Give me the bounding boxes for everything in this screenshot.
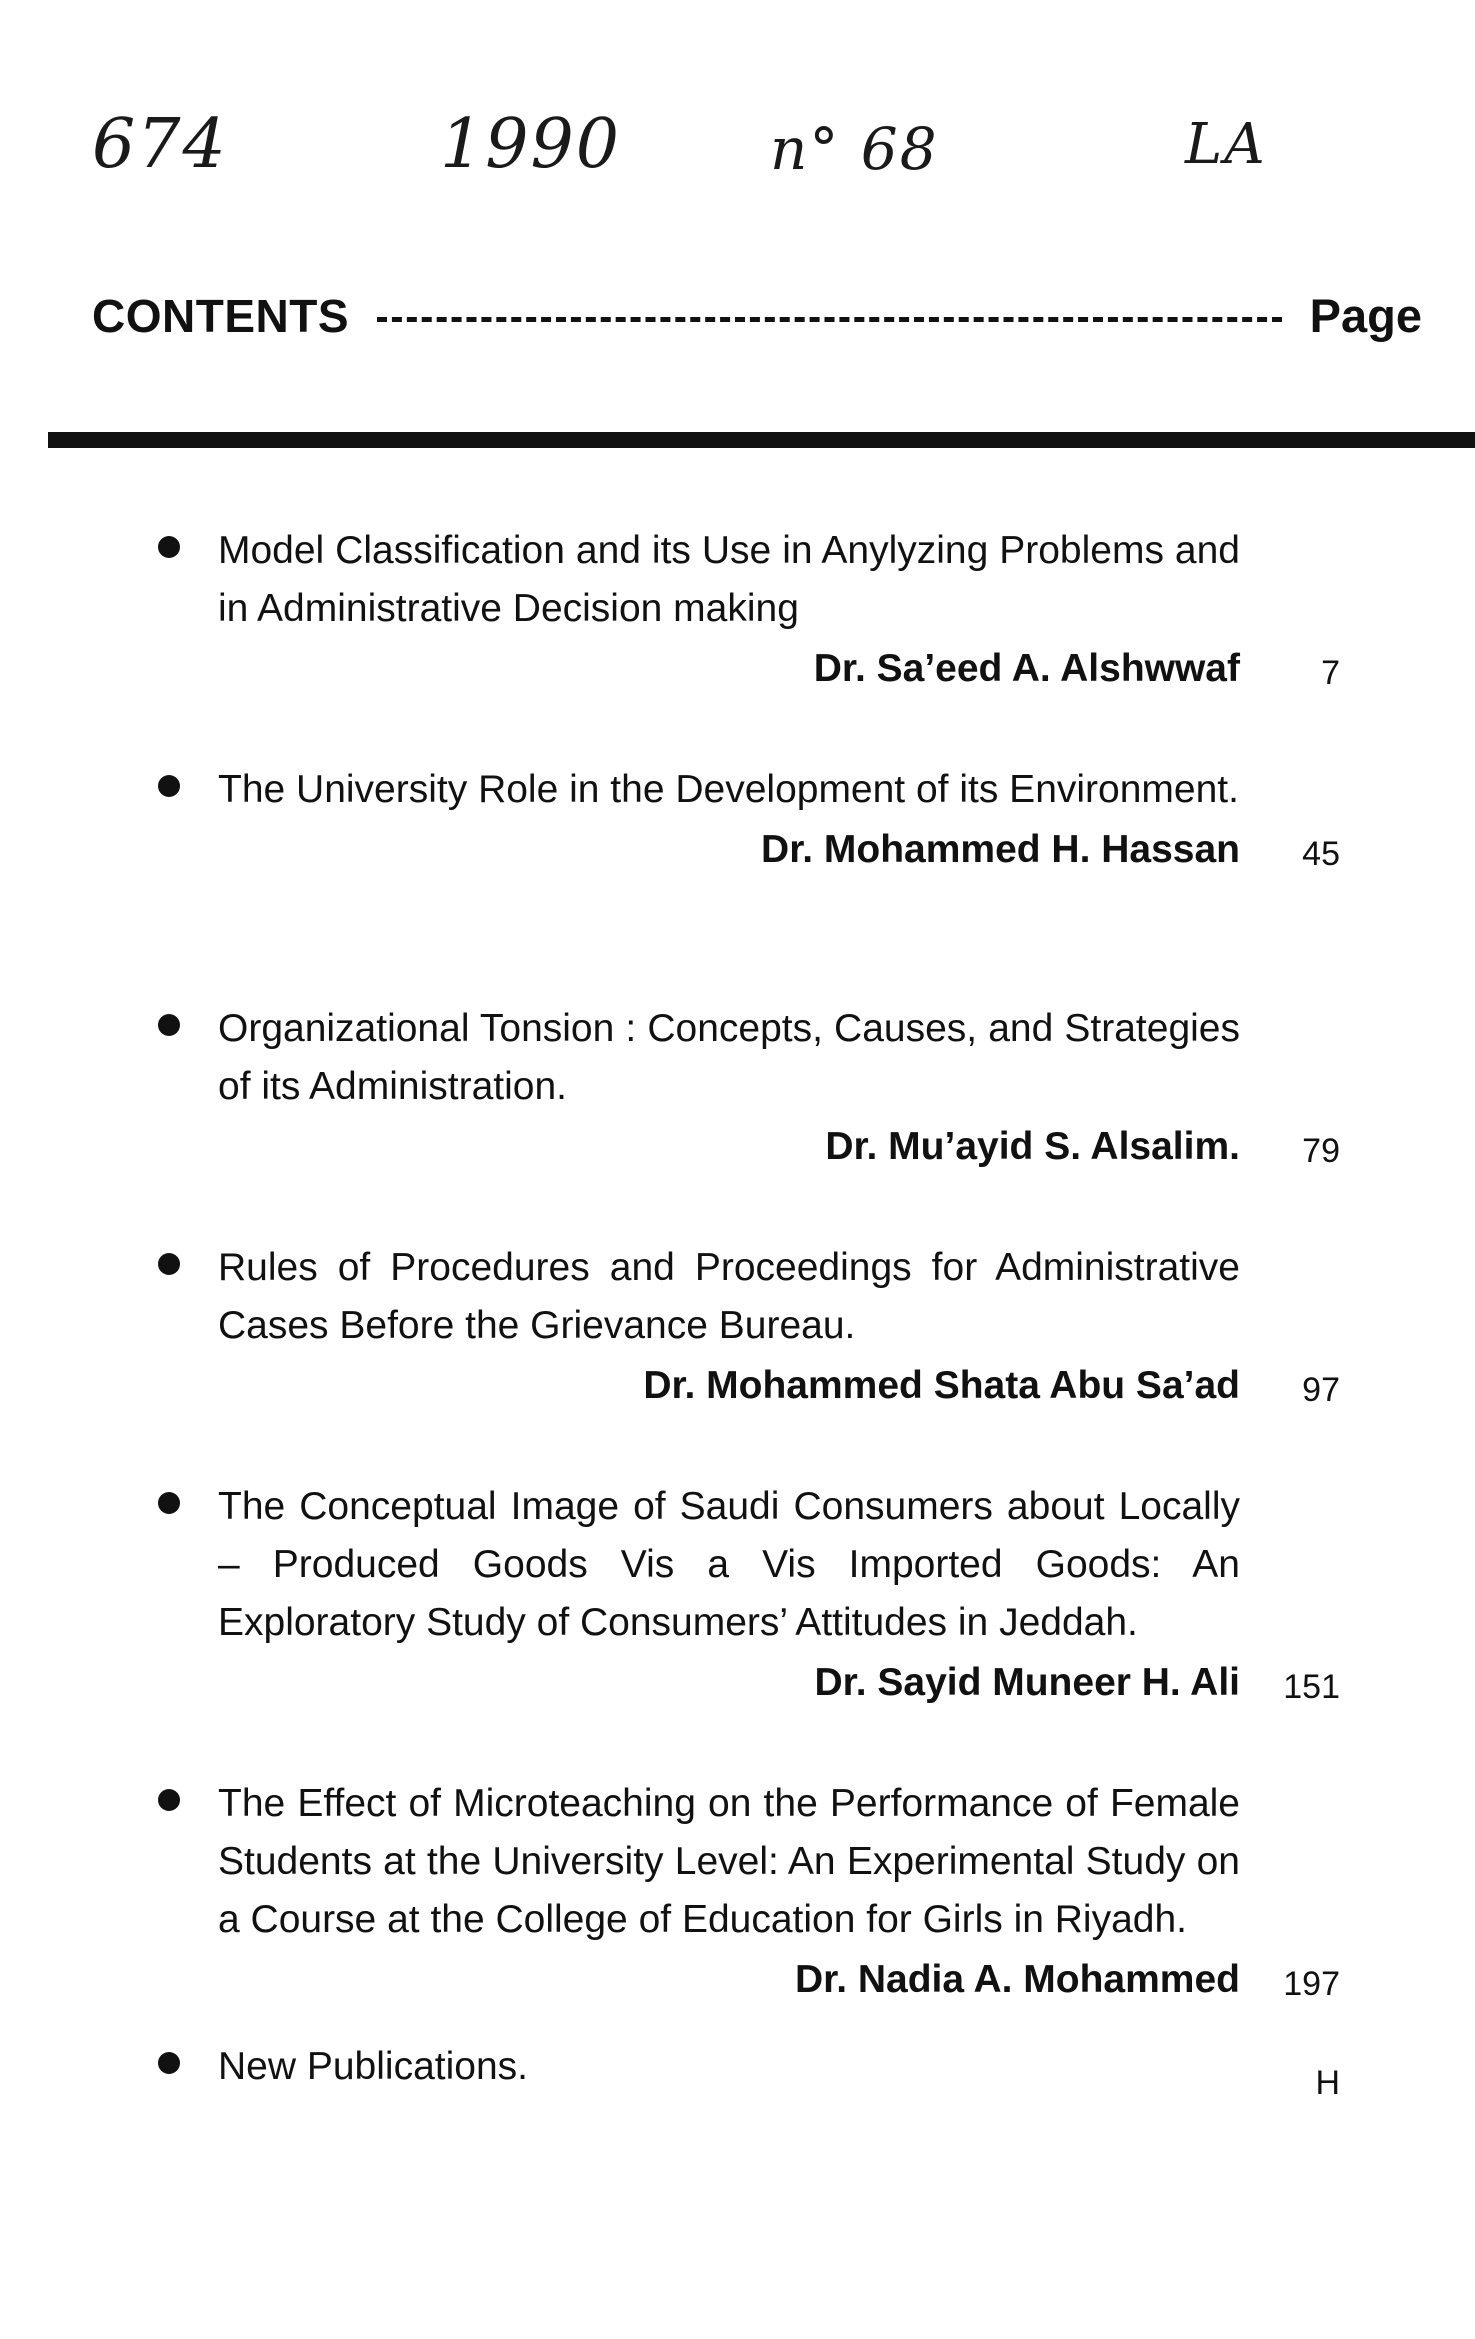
toc-entry[interactable] (160, 1239, 1360, 1417)
entry-title: Rules of Procedures and Proceedings for Administrative Cases Before the Grievance Bureau. (218, 1246, 1240, 1347)
toc-entry-new-publications[interactable] (160, 2038, 1360, 2102)
bullet-icon (158, 1014, 180, 1036)
header-divider (48, 432, 1475, 448)
bullet-icon (158, 2052, 180, 2074)
handwritten-note-issue: n° 68 (770, 115, 939, 183)
handwritten-note-year: 1990 (440, 105, 622, 184)
header-dashed-leader (377, 317, 1282, 322)
bullet-icon (158, 775, 180, 797)
entry-page-number: 197 (1283, 1965, 1340, 2003)
entry-author: Dr. Sayid Muneer H. Ali (814, 1661, 1240, 1704)
handwritten-note-code: 674 (92, 105, 228, 184)
contents-header (92, 288, 1422, 343)
bullet-icon (158, 536, 180, 558)
toc-entry[interactable] (160, 1775, 1360, 2011)
entry-author: Dr. Sa’eed A. Alshwwaf (813, 647, 1240, 690)
contents-title: CONTENTS (92, 289, 349, 342)
toc-entry[interactable] (160, 1000, 1360, 1178)
entry-author: Dr. Mohammed Shata Abu Sa’ad (643, 1364, 1240, 1407)
bullet-icon (158, 1492, 180, 1514)
entry-title: Model Classification and its Use in Anylyzing Problems and in Administrative Decision making (218, 529, 1240, 630)
bullet-icon (158, 1253, 180, 1275)
entry-page-number: 7 (1321, 654, 1340, 692)
entry-page-number: H (1315, 2064, 1340, 2102)
entry-page-number: 45 (1302, 835, 1340, 873)
toc-entry[interactable] (160, 761, 1360, 881)
toc-entry[interactable] (160, 522, 1360, 700)
entry-title: The University Role in the Development of its Environment. (218, 768, 1239, 811)
bullet-icon (158, 1789, 180, 1811)
entry-title: New Publications. (218, 2045, 528, 2088)
entry-title: The Effect of Microteaching on the Performance of Female Students at the University Level: An Experimental Study on a Course at the College of Education for Girls in Riyadh. (218, 1782, 1240, 1941)
entry-page-number: 97 (1302, 1371, 1340, 1409)
entry-author: Dr. Mohammed H. Hassan (761, 828, 1240, 871)
handwritten-note-initials: LA (1185, 112, 1267, 177)
entry-title: Organizational Tonsion : Concepts, Causes, and Strategies of its Administration. (218, 1007, 1240, 1108)
entry-title: The Conceptual Image of Saudi Consumers about Locally – Produced Goods Vis a Vis Imported Goods: An Exploratory Study of Consumers’ Attitudes in Jeddah. (218, 1485, 1240, 1644)
entry-page-number: 79 (1302, 1132, 1340, 1170)
entry-page-number: 151 (1283, 1668, 1340, 1706)
entry-author: Dr. Mu’ayid S. Alsalim. (825, 1125, 1240, 1168)
page-column-label: Page (1309, 289, 1422, 342)
toc-entry[interactable] (160, 1478, 1360, 1714)
entry-author: Dr. Nadia A. Mohammed (795, 1958, 1240, 2001)
